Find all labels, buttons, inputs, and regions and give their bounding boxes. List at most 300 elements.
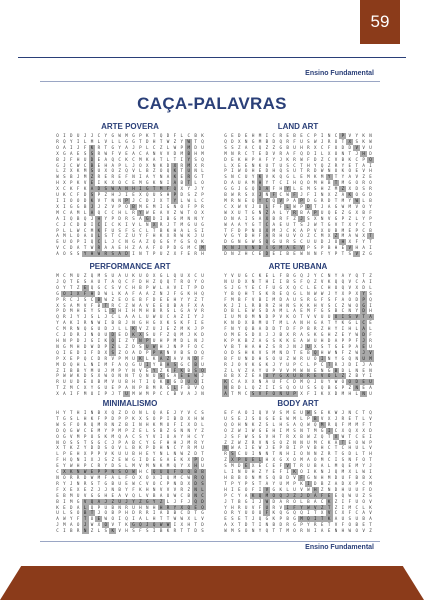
- grid-letter: O: [139, 162, 142, 168]
- grid-letter: J: [118, 192, 121, 198]
- grid-letter: Z: [111, 457, 114, 463]
- grid-letter: W: [104, 296, 108, 302]
- grid-letter: C: [139, 480, 142, 486]
- grid-letter: M: [70, 385, 73, 391]
- grid-letter: T: [56, 415, 59, 421]
- grid-letter: D: [125, 410, 128, 415]
- grid-letter: K: [159, 162, 163, 168]
- grid-letter: M: [63, 326, 66, 332]
- grid-letter: Y: [272, 156, 276, 162]
- grid-letter: A: [104, 156, 108, 162]
- grid-letter: I: [244, 427, 248, 433]
- grid-letter: L: [166, 156, 170, 162]
- grid-letter: W: [286, 415, 289, 421]
- grid-letter: V: [139, 463, 142, 469]
- grid-letter: A: [341, 192, 345, 198]
- grid-letter: F: [320, 296, 324, 302]
- grid-letter: U: [146, 314, 149, 320]
- grid-letter: E: [63, 504, 66, 510]
- grid-letter: Z: [63, 168, 66, 174]
- grid-letter: X: [333, 434, 340, 440]
- grid-letter: Z: [320, 326, 324, 332]
- grid-letter: Q: [307, 379, 310, 385]
- grid-letter: L: [293, 186, 296, 192]
- grid-letter: G: [201, 221, 204, 227]
- grid-letter: W: [355, 332, 358, 338]
- grid-letter: X: [61, 469, 68, 475]
- grid-letter: S: [314, 385, 317, 391]
- grid-letter: E: [231, 156, 234, 162]
- grid-letter: I: [272, 278, 276, 284]
- grid-letter: S: [146, 528, 149, 534]
- grid-letter: E: [70, 451, 73, 457]
- grid-letter: C: [300, 284, 303, 290]
- grid-letter: A: [173, 314, 177, 320]
- grid-letter: J: [166, 343, 170, 349]
- grid-letter: K: [70, 320, 73, 326]
- grid-letter: F: [319, 493, 326, 499]
- grid-letter: G: [187, 221, 190, 227]
- grid-letter: V: [118, 284, 121, 290]
- grid-letter: H: [224, 486, 227, 492]
- grid-letter: V: [353, 145, 360, 151]
- grid-letter: U: [201, 445, 204, 451]
- grid-letter: O: [244, 474, 248, 480]
- grid-letter: G: [70, 203, 73, 209]
- grid-letter: P: [362, 156, 365, 162]
- grid-letter: L: [355, 320, 358, 326]
- grid-letter: B: [300, 433, 303, 439]
- grid-letter: L: [83, 138, 87, 144]
- grid-letter: L: [118, 314, 121, 320]
- puzzle-title: LAND ART: [277, 122, 319, 131]
- grid-letter: X: [300, 391, 303, 397]
- grid-letter: A: [76, 245, 80, 251]
- grid-letter: G: [132, 239, 135, 245]
- grid-letter: F: [201, 355, 204, 361]
- grid-letter: Z: [238, 251, 241, 257]
- grid-letter: Z: [272, 302, 276, 308]
- grid-letter: G: [348, 180, 352, 186]
- grid-letter: N: [279, 349, 282, 355]
- grid-letter: D: [265, 168, 269, 174]
- grid-letter: D: [70, 332, 73, 338]
- grid-letter: G: [152, 320, 156, 326]
- grid-letter: E: [314, 367, 317, 373]
- grid-letter: Z: [173, 326, 177, 332]
- grid-letter: V: [97, 197, 101, 203]
- grid-letter: X: [104, 349, 108, 355]
- grid-letter: P: [56, 308, 59, 314]
- grid-letter: W: [180, 209, 184, 215]
- grid-letter: N: [75, 469, 82, 475]
- grid-letter: M: [180, 150, 184, 156]
- grid-letter: E: [341, 332, 345, 338]
- grid-letter: F: [258, 233, 262, 239]
- grid-letter: S: [265, 474, 269, 480]
- grid-letter: B: [70, 174, 73, 180]
- grid-letter: U: [201, 233, 204, 239]
- grid-letter: Y: [104, 463, 108, 469]
- grid-letter: M: [369, 480, 372, 486]
- grid-letter: B: [159, 361, 163, 367]
- grid-letter: P: [339, 133, 346, 139]
- grid-letter: F: [111, 361, 114, 367]
- grid-letter: E: [83, 486, 87, 492]
- grid-letter: V: [243, 245, 250, 251]
- grid-letter: N: [187, 355, 190, 361]
- grid-letter: Q: [90, 504, 94, 510]
- grid-letter: X: [284, 373, 291, 379]
- grid-letter: C: [320, 361, 324, 367]
- grid-letter: T: [201, 451, 204, 457]
- grid-letter: G: [130, 522, 137, 528]
- grid-letter: S: [63, 174, 66, 180]
- grid-letter: H: [76, 343, 80, 349]
- grid-letter: T: [251, 150, 255, 156]
- grid-letter: I: [132, 251, 135, 257]
- grid-letter: R: [272, 290, 276, 296]
- grid-letter: Q: [125, 516, 128, 522]
- grid-letter: J: [63, 221, 66, 227]
- grid-letter: C: [263, 222, 270, 228]
- grid-letter: R: [327, 421, 331, 427]
- grid-letter: Q: [83, 215, 87, 221]
- grid-letter: C: [320, 439, 324, 445]
- grid-letter: H: [369, 168, 372, 174]
- grid-letter: D: [307, 197, 310, 203]
- grid-letter: V: [307, 445, 310, 451]
- grid-letter: M: [146, 391, 149, 397]
- grid-letter: B: [362, 516, 365, 522]
- grid-letter: K: [286, 314, 289, 320]
- grid-letter: J: [327, 469, 331, 475]
- grid-letter: L: [173, 308, 177, 314]
- grid-letter: D: [173, 150, 177, 156]
- grid-letter: O: [180, 203, 184, 209]
- grid-letter: L: [201, 421, 204, 427]
- grid-letter: T: [146, 251, 149, 257]
- grid-letter: D: [263, 251, 270, 257]
- grid-letter: U: [152, 337, 156, 343]
- grid-letter: Q: [146, 192, 149, 198]
- grid-letter: X: [355, 290, 358, 296]
- grid-letter: K: [258, 273, 262, 278]
- grid-letter: F: [180, 498, 184, 504]
- grid-letter: F: [307, 391, 310, 397]
- grid-letter: R: [102, 251, 109, 257]
- grid-letter: K: [76, 180, 80, 186]
- grid-letter: R: [97, 150, 101, 156]
- grid-letter: M: [125, 133, 128, 138]
- grid-letter: N: [146, 221, 149, 227]
- grid-letter: O: [63, 251, 66, 257]
- grid-letter: S: [76, 251, 80, 257]
- letter-grid: [222, 273, 374, 397]
- grid-letter: C: [320, 273, 324, 278]
- grid-letter: P: [139, 133, 142, 138]
- grid-letter: V: [194, 385, 197, 391]
- grid-letter: T: [231, 498, 234, 504]
- grid-letter: T: [201, 296, 204, 302]
- grid-letter: Q: [159, 278, 163, 284]
- grid-letter: J: [341, 410, 345, 415]
- grid-letter: Z: [251, 337, 255, 343]
- grid-letter: C: [90, 296, 94, 302]
- grid-letter: D: [272, 326, 276, 332]
- grid-letter: J: [89, 204, 96, 210]
- grid-letter: Z: [286, 439, 289, 445]
- grid-letter: Z: [244, 367, 248, 373]
- grid-letter: W: [238, 168, 241, 174]
- grid-letter: U: [63, 239, 66, 245]
- grid-letter: U: [300, 410, 303, 415]
- grid-letter: W: [305, 505, 312, 511]
- grid-letter: J: [334, 415, 338, 421]
- grid-letter: B: [293, 133, 296, 138]
- grid-letter: B: [333, 368, 340, 374]
- grid-letter: Q: [251, 197, 255, 203]
- grid-letter: U: [185, 379, 192, 385]
- grid-letter: S: [146, 415, 149, 421]
- grid-letter: J: [194, 391, 197, 397]
- grid-letter: S: [152, 427, 156, 433]
- grid-letter: V: [104, 138, 108, 144]
- grid-letter: N: [334, 528, 338, 534]
- grid-letter: Y: [180, 463, 184, 469]
- grid-letter: S: [258, 239, 262, 245]
- grid-letter: L: [187, 227, 190, 233]
- grid-letter: S: [327, 296, 331, 302]
- grid-letter: Q: [171, 186, 178, 192]
- grid-letter: W: [109, 186, 116, 192]
- grid-letter: H: [286, 451, 289, 457]
- grid-letter: M: [231, 528, 234, 534]
- grid-letter: N: [293, 439, 296, 445]
- grid-letter: Z: [320, 451, 324, 457]
- grid-letter: A: [173, 355, 177, 361]
- grid-letter: S: [307, 138, 310, 144]
- grid-letter: L: [166, 451, 170, 457]
- grid-letter: H: [334, 245, 338, 251]
- grid-letter: Q: [173, 463, 177, 469]
- grid-letter: S: [90, 373, 94, 379]
- grid-letter: Z: [339, 186, 346, 192]
- grid-letter: Y: [152, 174, 156, 180]
- grid-letter: K: [152, 421, 156, 427]
- grid-letter: Y: [151, 499, 158, 505]
- grid-letter: N: [194, 215, 197, 221]
- grid-letter: H: [56, 180, 59, 186]
- grid-letter: C: [90, 463, 94, 469]
- grid-letter: Z: [132, 245, 135, 251]
- grid-letter: V: [293, 233, 296, 239]
- grid-letter: O: [258, 510, 262, 516]
- grid-letter: Z: [348, 373, 352, 379]
- grid-letter: B: [238, 498, 241, 504]
- grid-letter: A: [272, 308, 276, 314]
- grid-letter: E: [97, 162, 101, 168]
- grid-letter: D: [341, 144, 345, 150]
- grid-letter: C: [362, 221, 365, 227]
- grid-letter: I: [341, 504, 345, 510]
- grid-letter: W: [70, 463, 73, 469]
- grid-letter: T: [118, 391, 121, 397]
- grid-letter: B: [341, 156, 345, 162]
- grid-letter: M: [286, 410, 289, 415]
- grid-letter: R: [238, 192, 241, 198]
- grid-letter: U: [152, 192, 156, 198]
- grid-letter: T: [334, 174, 338, 180]
- grid-letter: M: [83, 168, 87, 174]
- grid-letter: G: [139, 320, 142, 326]
- grid-letter: R: [286, 433, 289, 439]
- grid-letter: E: [70, 486, 73, 492]
- grid-letter: I: [180, 421, 184, 427]
- grid-letter: E: [111, 492, 114, 498]
- grid-letter: R: [165, 505, 172, 511]
- grid-letter: D: [97, 290, 101, 296]
- grid-letter: D: [83, 373, 87, 379]
- grid-letter: O: [56, 284, 59, 290]
- grid-letter: D: [146, 457, 149, 463]
- grid-letter: L: [104, 308, 108, 314]
- grid-letter: H: [158, 505, 165, 511]
- grid-letter: Z: [224, 457, 227, 463]
- grid-letter: W: [353, 198, 360, 204]
- grid-letter: O: [293, 314, 296, 320]
- grid-letter: B: [224, 192, 227, 198]
- grid-letter: W: [173, 516, 177, 522]
- grid-letter: O: [231, 421, 234, 427]
- grid-letter: E: [327, 528, 331, 534]
- grid-letter: F: [263, 510, 270, 516]
- grid-letter: F: [146, 296, 149, 302]
- grid-letter: I: [125, 308, 128, 314]
- grid-letter: D: [76, 221, 80, 227]
- grid-letter: W: [251, 427, 255, 433]
- grid-letter: B: [159, 427, 163, 433]
- grid-letter: U: [90, 379, 94, 385]
- grid-letter: G: [90, 492, 94, 498]
- grid-letter: W: [76, 162, 80, 168]
- grid-letter: E: [146, 451, 149, 457]
- grid-letter: S: [194, 227, 197, 233]
- grid-letter: T: [89, 510, 96, 516]
- grid-letter: N: [132, 174, 135, 180]
- grid-letter: Z: [109, 344, 116, 350]
- grid-letter: K: [320, 391, 324, 397]
- grid-letter: W: [192, 373, 199, 379]
- grid-letter: C: [251, 144, 255, 150]
- grid-letter: G: [63, 343, 66, 349]
- grid-letter: W: [173, 492, 177, 498]
- grid-letter: K: [137, 356, 144, 362]
- grid-letter: J: [360, 350, 367, 356]
- grid-letter: A: [125, 314, 128, 320]
- grid-letter: Q: [307, 278, 310, 284]
- grid-letter: W: [231, 445, 234, 451]
- grid-letter: E: [369, 174, 372, 180]
- grid-letter: D: [187, 510, 190, 516]
- grid-letter: Q: [56, 349, 59, 355]
- grid-letter: P: [341, 215, 345, 221]
- grid-letter: O: [307, 180, 310, 186]
- grid-letter: D: [272, 138, 276, 144]
- grid-letter: N: [231, 251, 234, 257]
- grid-letter: S: [307, 332, 310, 338]
- grid-letter: S: [118, 227, 121, 233]
- grid-letter: T: [362, 273, 365, 278]
- grid-letter: D: [305, 493, 312, 499]
- grid-letter: T: [152, 133, 156, 138]
- grid-letter: W: [82, 469, 89, 475]
- grid-letter: X: [314, 215, 317, 221]
- grid-letter: M: [70, 492, 73, 498]
- grid-letter: B: [132, 451, 135, 457]
- grid-letter: K: [70, 186, 73, 192]
- grid-letter: Z: [118, 349, 121, 355]
- grid-letter: D: [201, 522, 204, 528]
- grid-letter: K: [125, 522, 128, 528]
- grid-letter: T: [139, 379, 142, 385]
- grid-letter: J: [83, 332, 87, 338]
- grid-letter: R: [76, 528, 80, 534]
- grid-letter: U: [63, 379, 66, 385]
- grid-letter: N: [123, 186, 130, 192]
- grid-letter: A: [152, 156, 156, 162]
- grid-letter: E: [178, 373, 185, 379]
- grid-letter: O: [70, 197, 73, 203]
- grid-letter: I: [369, 245, 372, 251]
- grid-letter: G: [97, 439, 101, 445]
- grid-letter: Z: [348, 385, 352, 391]
- grid-letter: Y: [355, 308, 358, 314]
- grid-letter: P: [152, 251, 156, 257]
- grid-letter: V: [83, 302, 87, 308]
- grid-letter: B: [111, 504, 114, 510]
- grid-letter: R: [231, 197, 234, 203]
- grid-letter: K: [300, 480, 303, 486]
- grid-letter: B: [286, 273, 289, 278]
- grid-letter: Z: [341, 209, 345, 215]
- grid-letter: B: [286, 516, 289, 522]
- grid-letter: T: [83, 439, 87, 445]
- grid-letter: V: [326, 510, 333, 516]
- grid-letter: C: [238, 451, 241, 457]
- grid-letter: T: [319, 516, 326, 522]
- grid-letter: R: [201, 203, 204, 209]
- grid-letter: D: [194, 349, 197, 355]
- grid-letter: G: [231, 233, 234, 239]
- grid-letter: C: [231, 492, 234, 498]
- grid-letter: L: [194, 197, 197, 203]
- grid-letter: B: [286, 144, 289, 150]
- grid-letter: I: [314, 192, 317, 198]
- grid-letter: P: [166, 480, 170, 486]
- grid-letter: G: [111, 144, 114, 150]
- grid-letter: V: [83, 492, 87, 498]
- grid-letter: M: [272, 227, 276, 233]
- grid-letter: S: [231, 433, 234, 439]
- grid-letter: R: [185, 174, 192, 180]
- grid-letter: N: [152, 486, 156, 492]
- grid-letter: H: [339, 239, 346, 245]
- grid-letter: L: [146, 427, 149, 433]
- grid-letter: D: [166, 133, 170, 138]
- grid-letter: N: [307, 367, 310, 373]
- grid-letter: E: [159, 302, 163, 308]
